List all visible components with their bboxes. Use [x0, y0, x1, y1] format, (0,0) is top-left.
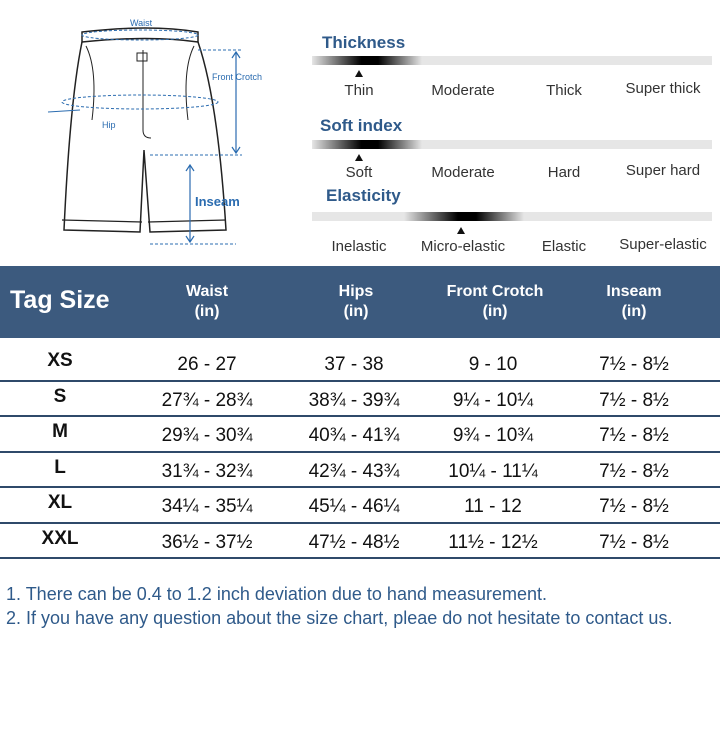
waist-cell: 31¾ - 32¾ — [161, 460, 253, 482]
thickness-option: Thick — [546, 82, 582, 99]
inseam-cell: 7½ - 8½ — [599, 389, 669, 411]
header-hips — [281, 282, 431, 322]
header-col-name: Waist — [185, 283, 229, 300]
inseam-label: Inseam — [195, 194, 240, 209]
soft-index-marker-icon — [355, 154, 363, 161]
front-crotch-cell: 9¼ - 10¼ — [452, 389, 534, 411]
elasticity-bar — [312, 212, 712, 221]
inseam-cell: 7½ - 8½ — [599, 460, 669, 482]
header-inseam — [559, 282, 709, 322]
front-crotch-cell: 9¾ - 10¾ — [452, 425, 534, 446]
spec-title-soft-index: Soft index — [320, 116, 403, 135]
inseam-cell: 7½ - 8½ — [599, 354, 669, 375]
note-deviation: 1. There can be 0.4 to 1.2 inch deviation due to hand measurement. — [6, 584, 548, 604]
spec-title-thickness: Thickness — [322, 33, 406, 52]
header-col-unit: (in) — [621, 303, 647, 320]
inseam-cell: 7½ - 8½ — [599, 496, 669, 517]
waist-cell: 27¾ - 28¾ — [161, 389, 253, 411]
hips-cell: 38¾ - 39¾ — [308, 389, 400, 411]
size-cell: XS — [47, 350, 73, 371]
waist-cell: 34¼ - 35¼ — [161, 496, 253, 517]
header-front-crotch — [420, 282, 570, 322]
elasticity-option: Elastic — [541, 238, 587, 255]
waist-cell: 26 - 27 — [177, 354, 237, 375]
soft-index-option: Moderate — [431, 164, 495, 181]
hips-cell: 47½ - 48½ — [308, 531, 400, 553]
soft-index-bar — [312, 140, 712, 149]
hips-cell: 37 - 38 — [324, 354, 384, 375]
elasticity-marker-icon — [457, 227, 465, 234]
hip-label: Hip — [102, 120, 116, 130]
front-crotch-cell: 10¼ - 11¼ — [448, 460, 538, 482]
front-crotch-cell: 9 - 10 — [468, 354, 518, 375]
size-cell: M — [52, 421, 68, 442]
table-row — [0, 417, 720, 453]
soft-index-option: Hard — [547, 164, 581, 181]
thickness-option: Thin — [344, 82, 374, 99]
inseam-cell: 7½ - 8½ — [599, 425, 669, 446]
header-waist — [132, 282, 282, 322]
thickness-marker-icon — [355, 70, 363, 77]
table-row — [0, 382, 720, 418]
header-tag-size: Tag Size — [10, 286, 110, 314]
table-header — [0, 266, 720, 338]
shorts-diagram — [40, 10, 290, 255]
waist-cell: 29¾ - 30¾ — [161, 425, 253, 446]
waist-cell: 36½ - 37½ — [161, 531, 253, 553]
table-row — [0, 453, 720, 489]
waist-label: Waist — [130, 18, 153, 28]
inseam-cell: 7½ - 8½ — [599, 531, 669, 553]
hips-cell: 45¼ - 46¼ — [308, 496, 400, 517]
fabric-specs — [312, 30, 712, 260]
front-crotch-cell: 11½ - 12½ — [448, 531, 538, 553]
thickness-option: Moderate — [431, 82, 495, 99]
size-cell: XL — [47, 492, 73, 513]
front-crotch-cell: 11 - 12 — [464, 496, 522, 517]
table-row — [0, 524, 720, 560]
header-col-name: Front Crotch — [446, 283, 544, 300]
soft-index-option: Soft — [345, 164, 373, 181]
header-col-unit: (in) — [482, 303, 508, 320]
table-body — [0, 346, 720, 559]
elasticity-option: Inelastic — [331, 238, 387, 255]
header-col-unit: (in) — [194, 303, 220, 320]
table-row — [0, 346, 720, 382]
size-cell: L — [54, 456, 66, 478]
header-col-name: Hips — [338, 283, 374, 300]
top-section — [0, 0, 720, 266]
hips-cell: 42¾ - 43¾ — [308, 460, 400, 482]
elasticity-option: Micro-elastic — [420, 238, 506, 255]
size-cell: S — [53, 385, 67, 407]
hips-cell: 40¾ - 41¾ — [308, 425, 400, 446]
header-col-unit: (in) — [343, 303, 369, 320]
notes — [6, 582, 716, 630]
soft-index-option: Super hard — [625, 162, 701, 179]
size-table — [0, 266, 720, 553]
header-col-name: Inseam — [606, 283, 662, 300]
shorts-illustration — [40, 10, 290, 255]
spec-title-elasticity: Elasticity — [326, 186, 401, 205]
elasticity-option: Super-elastic — [619, 236, 707, 253]
thickness-bar — [312, 56, 712, 65]
note-contact: 2. If you have any question about the size chart, pleae do not hesitate to contact us. — [6, 608, 673, 628]
front-crotch-label: Front Crotch — [212, 72, 263, 82]
thickness-option: Super thick — [625, 80, 701, 97]
table-row — [0, 488, 720, 524]
size-cell: XXL — [41, 527, 79, 549]
